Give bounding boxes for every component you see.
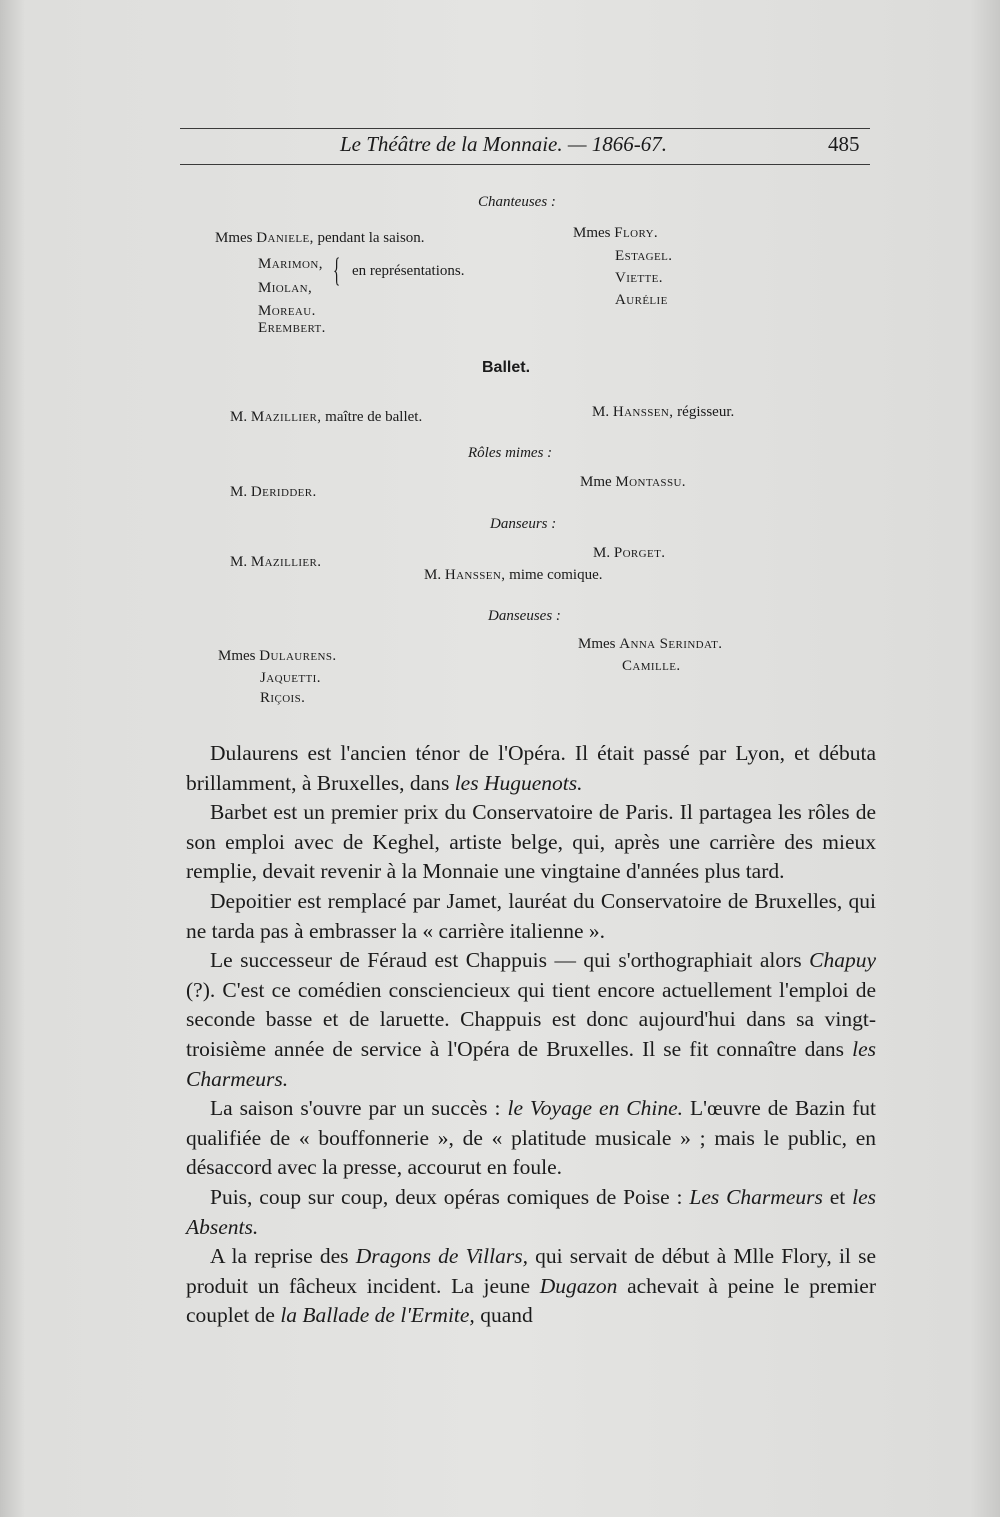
text-run: L'œuvre de Bazin fut qualifiée de « bouffonnerie », de « platitude musicale » ; mais le public, en désaccord avec la presse, accourut en foule. [186, 1096, 876, 1180]
text-run: Dulaurens est l'ancien ténor de l'Opéra. Il était passé par Lyon, et débuta brillamment, à Bruxelles, dans [186, 741, 876, 795]
header-top-rule [180, 128, 870, 129]
danseuse-name-camille: Camille. [622, 658, 681, 674]
singer-name-aurelie: Aurélie [615, 292, 668, 308]
mime-left-line [230, 484, 317, 501]
paragraph: Barbet est un premier prix du Conservatoire de Paris. Il partagea les rôles de son emploi avec de Keghel, artiste belge, qui, après une carrière des mieux remplie, devait revenir à la Monnaie une vingtaine d'années plus tard. [186, 800, 876, 884]
text-run: Puis, coup sur coup, deux opéras comiques de Poise : [210, 1184, 690, 1209]
monsieur-abbrev: M. [230, 409, 248, 425]
person-role: régisseur. [677, 404, 735, 420]
italic-term: Dugazon [539, 1273, 618, 1298]
monsieur-abbrev: M. [593, 545, 611, 561]
person-name: Hanssen, [444, 567, 506, 583]
regisseur-line [592, 404, 734, 421]
person-name: Mazillier. [250, 554, 322, 570]
text-run: achevait à peine le premier couplet de [186, 1273, 876, 1328]
text-run: et [822, 1184, 853, 1209]
madame-abbrev: Mme [580, 474, 612, 490]
chanteuses-label: Chanteuses : [478, 194, 556, 210]
italic-title: Les Charmeurs [689, 1184, 823, 1209]
paragraph: Depoitier est remplacé par Jamet, lauréat du Conservatoire de Bruxelles, qui ne tarda pas à embrasser la « carrière italienne ». [186, 888, 876, 943]
italic-title: les Huguenots. [454, 770, 583, 795]
italic-title: Dragons de Villars, [355, 1244, 528, 1269]
monsieur-abbrev: M. [424, 567, 442, 583]
singer-name: Daniele, [256, 230, 314, 246]
cast-line-daniele [215, 230, 425, 247]
singer-name-marimon: Marimon, [258, 256, 323, 272]
running-title: Le Théâtre de la Monnaie. — 1866-67. [340, 132, 668, 156]
person-name: Montassu. [615, 474, 686, 490]
danseuses-label: Danseuses : [488, 608, 561, 624]
danseur-right-line [593, 545, 665, 562]
italic-title: les Charmeurs. [186, 1036, 876, 1091]
singer-name-viette: Viette. [615, 270, 663, 286]
ballet-heading: Ballet. [482, 359, 531, 376]
italic-name: Chapuy [809, 948, 876, 973]
danseur-left-line [230, 554, 321, 571]
danseuse-name-ricois: Riçois. [260, 690, 306, 706]
text-run: quand [474, 1303, 533, 1328]
paragraph [186, 1242, 876, 1331]
text-run: A la reprise des [210, 1244, 356, 1269]
monsieur-abbrev: M. [230, 554, 248, 570]
danseur-center-line [424, 567, 602, 584]
person-name: Anna Serindat. [619, 636, 723, 652]
singer-name-moreau: Moreau. [258, 303, 316, 319]
singer-name-erembert: Erembert. [258, 320, 326, 336]
mmes-abbrev: Mmes [578, 636, 616, 652]
paragraph [186, 946, 876, 1094]
cast-line-flory [573, 225, 658, 242]
singer-note: pendant la saison. [317, 230, 425, 246]
person-name: Mazillier, [250, 409, 322, 425]
brace-glyph: { [333, 252, 341, 289]
person-name: Deridder. [250, 484, 317, 500]
italic-title: le Voyage en Chine. [507, 1096, 684, 1121]
danseuse-right-line [578, 636, 722, 653]
person-name: Dulaurens. [259, 648, 337, 664]
page-number: 485 [828, 132, 860, 156]
danseuse-name-jaquetti: Jaquetti. [260, 670, 321, 686]
ballet-master-line [230, 409, 422, 426]
monsieur-abbrev: M. [230, 484, 248, 500]
header-bottom-rule [180, 164, 870, 165]
text-run: qui servait de début à Mlle Flory, il se produit un fâcheux incident. La jeune [186, 1244, 876, 1298]
mmes-abbrev: Mmes [215, 230, 253, 246]
text-run: La saison s'ouvre par un succès : [210, 1096, 508, 1121]
danseurs-label: Danseurs : [490, 516, 557, 532]
person-name: Porget. [613, 545, 666, 561]
roles-mimes-label: Rôles mimes : [468, 445, 553, 461]
singer-name-miolan: Miolan, [258, 280, 313, 296]
mmes-abbrev: Mmes [573, 225, 611, 241]
person-name: Hanssen, [612, 404, 674, 420]
singer-group-note: en représentations. [352, 263, 465, 279]
italic-title: la Ballade de l'Ermite, [280, 1303, 475, 1328]
danseuse-left-line [218, 648, 337, 665]
paragraph [186, 1183, 876, 1242]
monsieur-abbrev: M. [592, 404, 610, 420]
mime-right-line [580, 474, 686, 491]
paragraph [186, 1094, 876, 1183]
person-role: maître de ballet. [325, 409, 423, 425]
person-role: mime comique. [509, 567, 603, 583]
singer-name: Flory. [614, 225, 659, 241]
singer-name-estagel: Estagel. [615, 248, 673, 264]
text-run: (?). C'est ce comédien consciencieux qui tient encore actuellement l'emploi de seconde basse et de laruette. Chappuis est donc aujourd'hui dans sa vingt-troisième année de service à l'Opéra de Bruxelles. Il se fit connaître dans [186, 977, 876, 1061]
body-text [186, 739, 876, 1331]
italic-title: les Absents. [186, 1184, 876, 1239]
text-run: Le successeur de Féraud est Chappuis — qui s'orthographiait alors [210, 948, 810, 973]
mmes-abbrev: Mmes [218, 648, 256, 664]
paragraph [186, 739, 876, 798]
